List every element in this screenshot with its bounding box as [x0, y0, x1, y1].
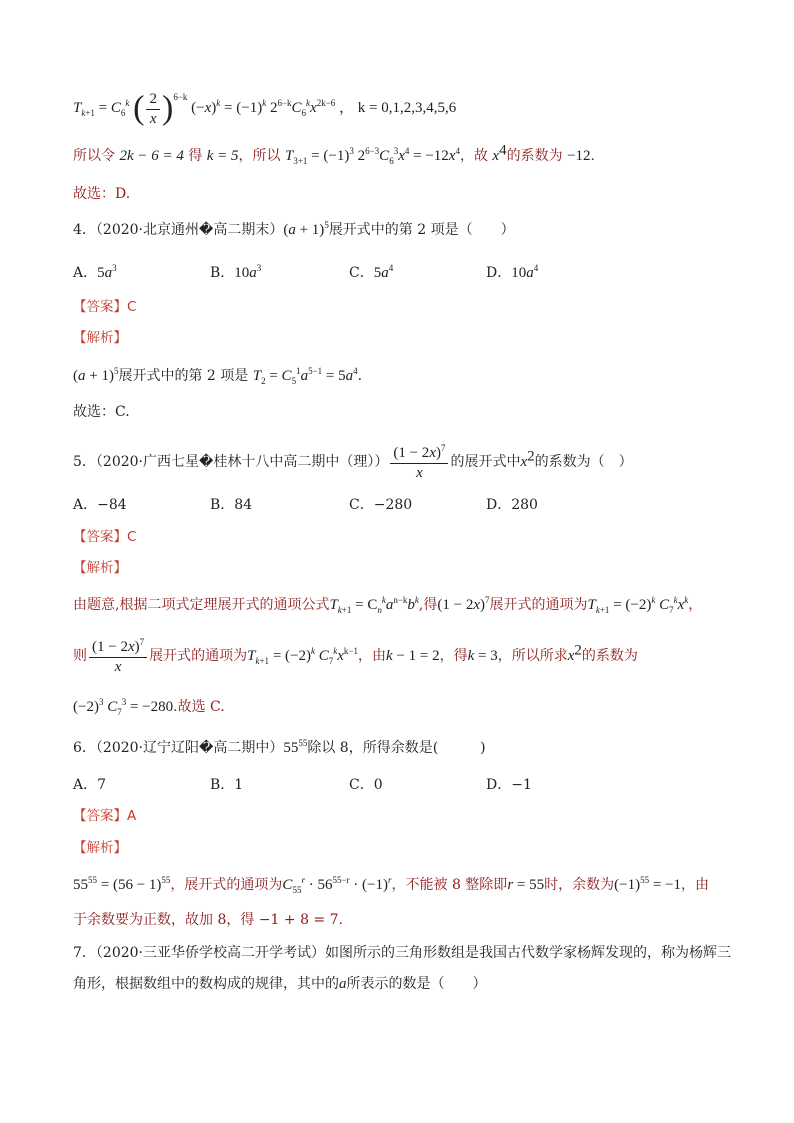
equation: k = 5	[206, 148, 239, 164]
text: ，由	[681, 877, 709, 893]
option-c[interactable]: C．$5a^4$	[349, 263, 394, 281]
coefficient-value: −12	[567, 148, 591, 164]
question-7-line2: 角形，根据数组中的数构成的规律，其中的a所表示的数是（ ）	[73, 976, 487, 992]
solution-3-choice: 故选：D.	[73, 186, 131, 202]
option-a[interactable]: A．7	[73, 777, 107, 793]
analysis-4-choice: 故选：C.	[73, 404, 130, 420]
question-5-stem: 5．（2020·广西七星�桂林十八中高二期中（理）） $\frac{(1 - 2x)^7}{x}$ 的展开式中$x^2$的系数为（ ）	[73, 442, 633, 481]
option-b[interactable]: B．84	[210, 497, 253, 513]
term-index-range: ， k = 0,1,2,3,4,5,6	[339, 100, 457, 116]
text: ，所以	[238, 148, 281, 164]
analysis-6-line1: $55^{55} = (56 - 1)^{55}$，展开式的通项为$C_{55}^r \cdot 56^{55-r} \cdot (-1)^r$，不能被 8 整除即r = 55时，余数为$(-1)^{55} = -1$，由	[73, 875, 709, 895]
equation: 2k − 6 = 4	[119, 148, 184, 164]
analysis-6-label: 【解析】	[73, 840, 127, 856]
analysis-6-line2: 于余数要为正数，故加 8，得 −1 + 8 = 7.	[73, 912, 343, 928]
option-b[interactable]: B．$10a^3$	[210, 263, 262, 281]
text: ，得	[439, 648, 468, 664]
option-d[interactable]: D．−1	[486, 777, 532, 793]
answer-5: 【答案】C	[73, 529, 137, 545]
question-5-options	[73, 494, 733, 514]
analysis-5-label: 【解析】	[73, 560, 127, 576]
text: ,得	[418, 597, 438, 613]
question-4-options	[73, 262, 733, 282]
answer-4: 【答案】C	[73, 299, 137, 315]
option-a[interactable]: A．$5a^3$	[73, 263, 117, 281]
text: 所以令	[73, 148, 115, 164]
question-text: 的展开式中	[450, 454, 521, 470]
text: ，由	[358, 648, 386, 664]
option-label: D．	[486, 265, 512, 281]
text: 的系数为	[506, 148, 563, 164]
general-term-formula: $T_{k+1} = C_6^k$ ( $\frac{2}{x}$ )$^{6-k}$ $(-x)^k = (-1)^k$ $2^{6-k}C_6^kx^{2k-6}$ ， k = 0,1,2,3,4,5,6	[73, 89, 457, 128]
text: 时，余数为	[544, 877, 615, 893]
question-text: 的系数为（ ）	[534, 454, 633, 470]
question-text: 除以 8，所得余数是( )	[307, 740, 486, 756]
question-text: 角形，根据数组中的数构成的规律，其中的	[73, 976, 339, 992]
text: 则	[73, 648, 87, 664]
analysis-4-text: $(a + 1)^5$展开式中的第 2 项是 $T_2 = C_5^1a^{5-1} = 5a^4$.	[73, 366, 363, 386]
question-7-line1: 7．（2020·三亚华侨学校高二开学考试）如图所示的三角形数组是我国古代数学家杨辉发现的，称为杨辉三	[73, 945, 731, 961]
text: ，所以所求	[497, 648, 568, 664]
option-c[interactable]: C．0	[349, 777, 383, 793]
text: 展开式中的第 2 项是	[118, 368, 249, 384]
question-4-stem: 4．（2020·北京通州�高二期末）$(a + 1)^5$展开式中的第 2 项是（ ）	[73, 220, 515, 238]
text: 展开式的通项为	[149, 648, 248, 664]
analysis-5-line2: 则 $\frac{(1 - 2x)^7}{x}$ 展开式的通项为$T_{k+1} = (-2)^k$ $C_7^kx^{k-1}$，由k − 1 = 2，得k = 3，所以所求$x^2$的系数为	[73, 636, 638, 675]
text: ，展开式的通项为	[170, 877, 283, 893]
question-label: 6．（2020·辽宁辽阳�高二期中）	[73, 740, 284, 756]
question-6-options	[73, 774, 733, 794]
text: ，故	[459, 148, 488, 164]
option-b[interactable]: B．1	[210, 777, 244, 793]
answer-6: 【答案】A	[73, 808, 137, 824]
text: 展开式的通项为	[489, 597, 588, 613]
text: 得	[188, 148, 203, 164]
question-text: 展开式中的第 2 项是（ ）	[328, 222, 515, 238]
option-a[interactable]: A．−84	[73, 497, 127, 513]
analysis-5-line1: 由题意,根据二项式定理展开式的通项公式$T_{k+1} = C_n^ka^{n-k}b^k$,得$(1 - 2x)^7$展开式的通项为$T_{k+1} = (-2)^k$ $C_7^kx^k$，	[73, 595, 703, 615]
analysis-4-label: 【解析】	[73, 330, 127, 346]
text: ，不能被 8 整除即	[391, 877, 508, 893]
option-label: C．	[349, 265, 374, 281]
question-6-stem: 6．（2020·辽宁辽阳�高二期中）$55^{55}$除以 8，所得余数是( )	[73, 738, 486, 756]
text: 的系数为	[581, 648, 638, 664]
option-d[interactable]: D．$10a^4$	[486, 263, 539, 281]
option-c[interactable]: C．−280	[349, 497, 413, 513]
option-d[interactable]: D．280	[486, 497, 538, 513]
question-text: 所表示的数是（ ）	[346, 976, 487, 992]
question-label: 4．（2020·北京通州�高二期末）	[73, 222, 284, 238]
question-label: 5．（2020·广西七星�桂林十八中高二期中（理））	[73, 454, 389, 470]
option-label: A．	[73, 265, 98, 281]
text: .故选 C.	[173, 699, 225, 715]
text: 由题意,根据二项式定理展开式的通项公式	[73, 597, 330, 613]
option-label: B．	[210, 265, 235, 281]
analysis-5-line3: $(-2)^3$ $C_7^3 = -280$.故选 C.	[73, 697, 225, 717]
solution-3-line2: 所以令 2k − 6 = 4 得 k = 5，所以 $T_{3+1} = (-1)^3$ $2^{6-3}C_6^3x^4 = -12x^4$，故 $x^4$的系数为 −12.	[73, 142, 595, 166]
